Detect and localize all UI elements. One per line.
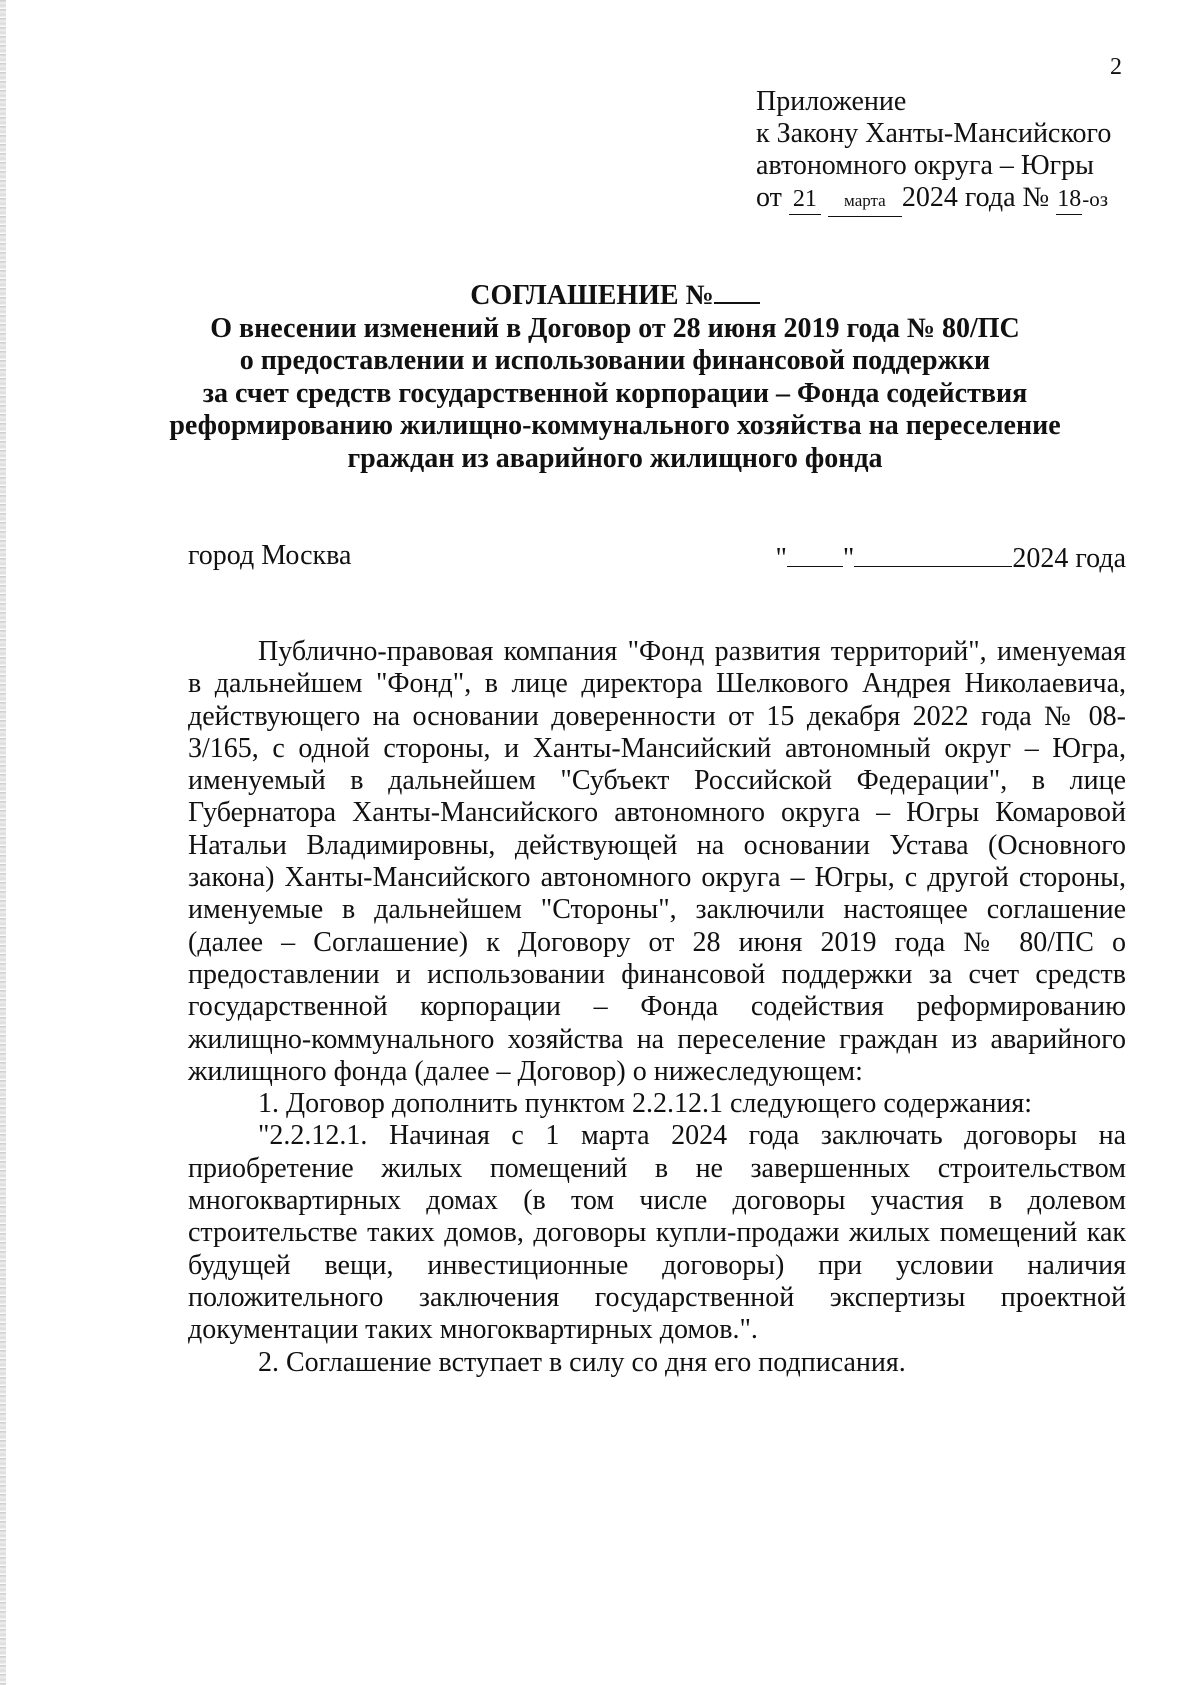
appendix-law-suffix: -оз (1082, 187, 1109, 211)
document-title (150, 278, 1080, 475)
title-line-4: реформированию жилищно-коммунального хозяйства на переселение (169, 410, 1061, 441)
appendix-date-year: 2024 года № (901, 182, 1050, 213)
date-quote-close: " (842, 543, 855, 574)
appendix-law-number: 18 (1056, 186, 1082, 215)
agreement-number-blank (714, 278, 760, 304)
appendix-date-month: марта (828, 188, 902, 217)
appendix-line-1: Приложение (756, 86, 907, 117)
date-month-blank (854, 540, 1012, 567)
title-line-2: о предоставлении и использовании финансовой поддержки (239, 345, 991, 376)
appendix-date-day: 21 (789, 186, 821, 215)
title-line-5: граждан из аварийного жилищного фонда (347, 442, 883, 474)
date-day-blank (787, 540, 843, 567)
signing-date (775, 540, 1126, 575)
agreement-body (188, 636, 1126, 1379)
item-2-paragraph: 2. Соглашение вступает в силу со дня его подписания. (258, 1346, 906, 1378)
appendix-header (756, 86, 1111, 217)
agreement-heading (150, 278, 1080, 313)
intro-paragraph: Публично-правовая компания "Фонд развития территорий", именуемая в дальнейшем "Фонд", в лице директора Шелкового Андрея Николаевича, действующего на основании доверенности от 15 декабря 2022 года № 08-3/165, с одной стороны, и Ханты-Мансийский автономный округ – Югра, именуемый в дальнейшем "Субъект Российской Федерации", в лице Губернатора Ханты-Мансийского автономного округа – Югры Комаровой Натальи Владимировны, действующей на основании Устава (Основного закона) Ханты-Мансийского автономного округа – Югры, с другой стороны, именуемые в дальнейшем "Стороны", заключили настоящее соглашение (далее – Соглашение) к Договору от 28 июня 2019 года № 80/ПС о предоставлении и использовании финансовой поддержки за счет средств государственной корпорации – Фонда содействия реформированию жилищно-коммунального хозяйства на переселение граждан из аварийного жилищного фонда (далее – Договор) о нижеследующем: (188, 636, 1126, 1087)
title-line-1: О внесении изменений в Договор от 28 июня 2019 года № 80/ПС (210, 312, 1020, 344)
date-quote-open: " (775, 543, 787, 574)
item-1-paragraph: 1. Договор дополнить пунктом 2.2.12.1 следующего содержания: (258, 1088, 1033, 1120)
appendix-date-prefix: от (756, 182, 782, 213)
page-number: 2 (1110, 54, 1122, 80)
appendix-line-2: к Закону Ханты-Мансийского (756, 118, 1112, 149)
scan-edge (0, 0, 6, 1685)
appendix-date-line (756, 182, 1111, 217)
item-1-text-paragraph: "2.2.12.1. Начиная с 1 марта 2024 года заключать договоры на приобретение жилых помещений в не завершенных строительством многоквартирных домах (в том числе договоры участия в долевом строительстве таких домов, договоры купли-продажи жилых помещений как будущей вещи, инвестиционные договоры) при условии наличия положительного заключения государственной экспертизы проектной документации таких многоквартирных домов.". (188, 1120, 1126, 1346)
date-year: 2024 года (1012, 543, 1126, 574)
appendix-line-3: автономного округа – Югры (756, 150, 1094, 181)
title-line-3: за счет средств государственной корпорации – Фонда содействия (202, 377, 1028, 409)
agreement-heading-text: СОГЛАШЕНИЕ № (470, 280, 714, 311)
signing-place: город Москва (188, 540, 352, 571)
